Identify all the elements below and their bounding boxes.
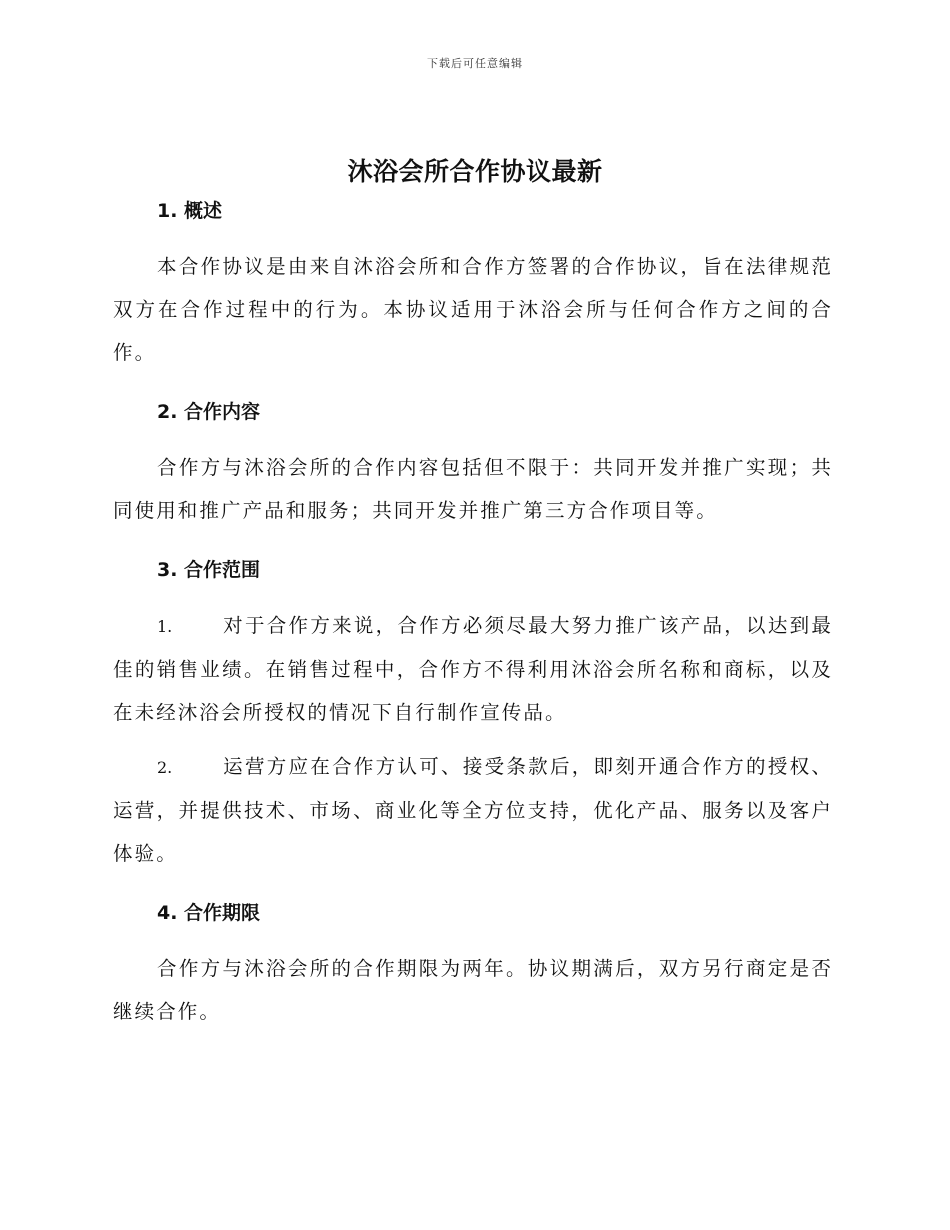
- list-item-number: 1.: [157, 617, 173, 636]
- scope-list-item: [113, 745, 833, 875]
- section-heading-overview: 1. 概述: [157, 200, 223, 222]
- section-paragraph-overview: 本合作协议是由来自沐浴会所和合作方签署的合作协议，旨在法律规范双方在合作过程中的行为。本协议适用于沐浴会所与任何合作方之间的合作。: [113, 255, 833, 364]
- section-heading-content: 2. 合作内容: [157, 401, 261, 423]
- list-item-text: 运营方应在合作方认可、接受条款后，即刻开通合作方的授权、运营，并提供技术、市场、商业化等全方位支持，优化产品、服务以及客户体验。: [113, 755, 833, 865]
- section-paragraph-term: 合作方与沐浴会所的合作期限为两年。协议期满后，双方另行商定是否继续合作。: [113, 957, 833, 1023]
- scope-list-item: [113, 604, 833, 734]
- list-item-text: 对于合作方来说，合作方必须尽最大努力推广该产品，以达到最佳的销售业绩。在销售过程中，合作方不得利用沐浴会所名称和商标，以及在未经沐浴会所授权的情况下自行制作宣传品。: [113, 614, 833, 724]
- page-header-note: 下载后可任意编辑: [427, 57, 523, 70]
- document-body: [113, 196, 833, 1033]
- section-heading-scope: 3. 合作范围: [157, 559, 261, 581]
- list-item-number: 2.: [157, 758, 173, 777]
- document-title: 沐浴会所合作协议最新: [347, 157, 603, 186]
- section-paragraph-content: 合作方与沐浴会所的合作内容包括但不限于：共同开发并推广实现；共同使用和推广产品和服务；共同开发并推广第三方合作项目等。: [113, 456, 833, 522]
- section-heading-term: 4. 合作期限: [157, 902, 261, 924]
